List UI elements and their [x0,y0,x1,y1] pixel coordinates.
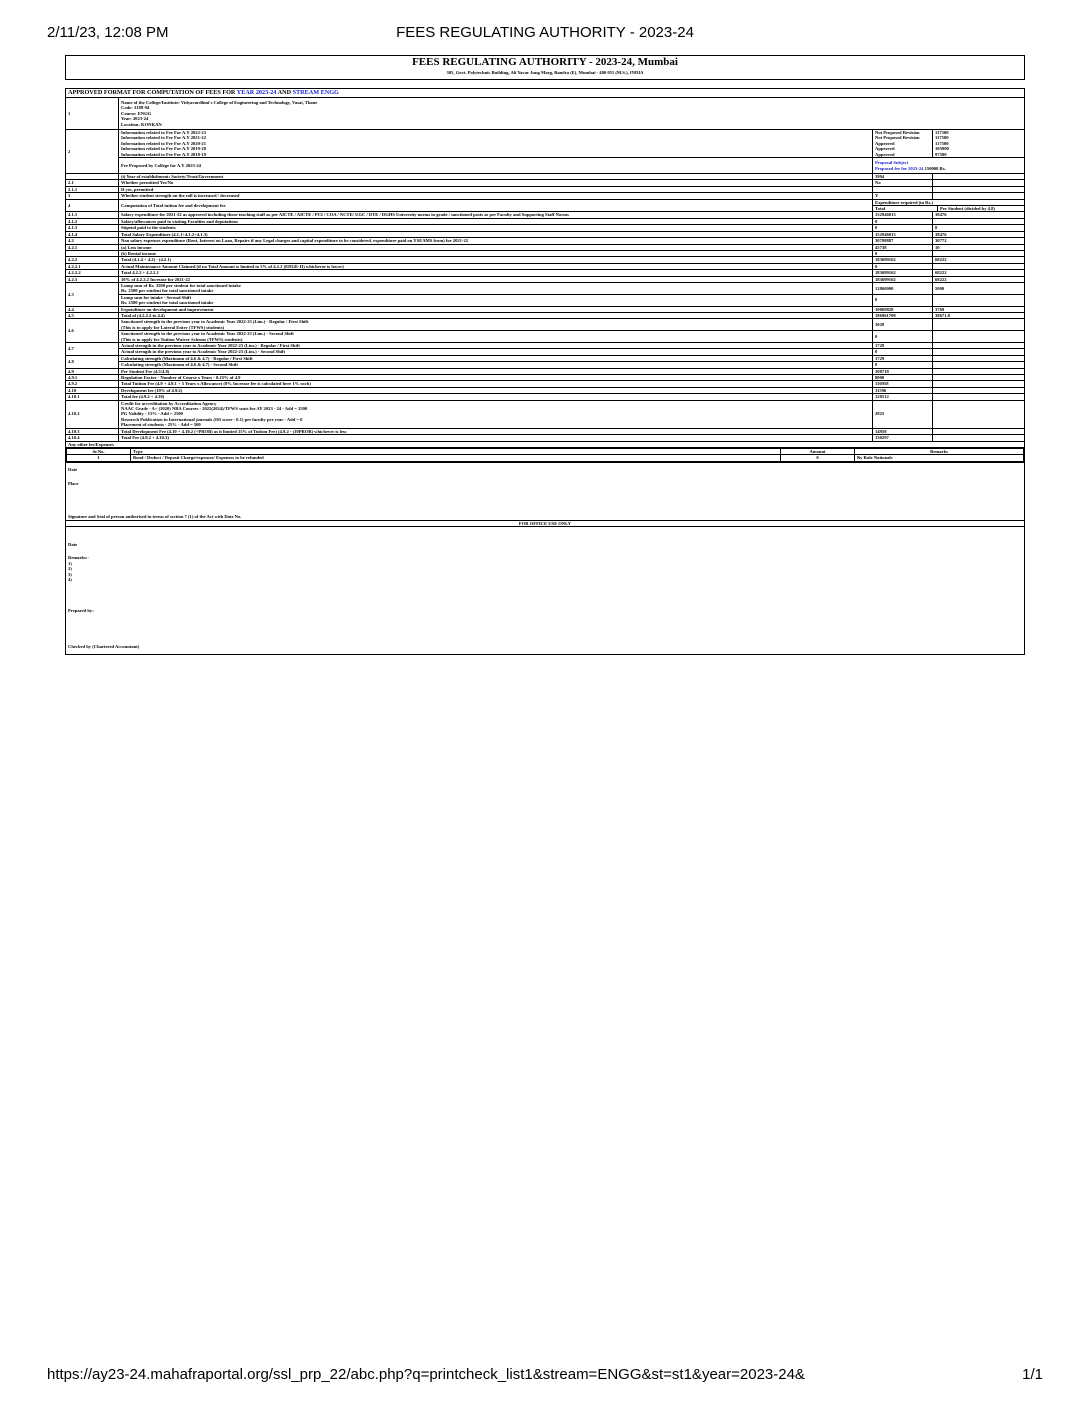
row-value-per-student: 68222 [933,257,1025,263]
row-sr: 4.2 [66,238,119,244]
row-value-per-student: 38476 [933,212,1025,218]
row-description: Total (4.1.4 + 4.2) - (4.2.1) [119,257,873,263]
row-sr: 4.5 [66,312,119,318]
fee-row [66,212,1025,218]
row-value-total: 1729 [873,343,933,349]
fee-row-extra [66,331,1025,343]
row-extra-value: 0 [873,294,933,306]
misc-remarks: By Rule Nationals [855,455,1024,461]
misc-table [66,448,1024,462]
sr-cell: 2 [66,130,119,174]
print-timestamp: 2/11/23, 12:08 PM [47,24,169,41]
proposed-fee-row [66,158,1025,174]
row-description: Total Fee (4.9.2 + 4.10.3) [119,435,873,441]
row-value-per-student: 3769 [933,306,1025,312]
office-area-row [66,527,1025,655]
row-description: Computation of Total tuition fee and development fee [119,199,873,212]
row-sr: 4.10.1 [66,394,119,400]
row-description: (i) Year of establishment: Society/Trust/Government [119,174,873,180]
row-sr: 4.10 [66,387,119,393]
row-sr: 4.10.4 [66,435,119,441]
format-stream: STREAM ENGG [292,89,339,96]
row-value-per-student-label: Per Student (divided by 4.8) [940,206,995,212]
fee-computation-table [65,88,1025,655]
row-value-per-student: 68222 [933,276,1025,282]
misc-header-srno: Sr.No. [67,448,131,454]
row-value-total: 1729 [873,355,933,361]
row-value-total: 108718 [873,368,933,374]
row-value-total: 0 [873,218,933,224]
institute-info-row [66,98,1025,130]
row-value-total: 30798887 [873,238,933,244]
sr-cell: 1 [66,98,119,130]
print-footer [47,1366,1043,1388]
row-sr: 4.9.1 [66,375,119,381]
misc-table-row [66,447,1025,462]
signature-label: Signature and Seal of person authorised in terms of section 7 (1) of the Act with Date No. [68,513,242,519]
misc-amount: 0 [781,455,855,461]
row-value-per-student [933,400,1025,428]
row-description: Whether permitted Yes/No [119,180,873,186]
fees-history-labels: Information related to Fee For A.Y 2022-23 Information related to Fee For A.Y 2021-22 Information related to Fee For A.Y 2020-21 Information related to Fee For A.Y 2019-20 Information related to Fee For A.Y 2018-19 [119,130,873,158]
row-sr: 4.2.2.2 [66,270,119,276]
row-extra-description: Sanctioned strength in the previous year to Academic Year 2022-23 (Lim.) - Second Shift (This is to apply for Tuition Waiver Scheme (TFWS) students) [119,331,873,343]
row-value-total: 183699162 [873,270,933,276]
prepared-by-label: Prepared by: [68,608,94,614]
row-value-total: 8000 [873,375,933,381]
row-description: If yes, permitted [119,186,873,192]
page-number: 1/1 [1022,1366,1043,1383]
row-value-per-student: 68222 [933,270,1025,276]
misc-header-amount: Amount [781,448,855,454]
row-sr: 4.4 [66,306,119,312]
row-value-total: 183699162 [873,276,933,282]
row-sr: 4.2.3 [66,276,119,282]
row-sr: 4.10.2 [66,400,119,428]
row-value-per-student: 38476 [933,231,1025,237]
row-description: Regulation Factor - Number of Course x Years - 0.25% of 4.9 [119,375,873,381]
row-value-total: 12860000 [873,282,933,294]
row-description: (b) Rental income [119,250,873,256]
row-value-total: 152946013 [873,212,933,218]
row-value-total: 128512 [873,394,933,400]
row-description: 10% of 4.2.2.2 Increase for 2021-22 [119,276,873,282]
proposed-fee-value: 150000 Rs. [924,165,946,171]
office-area: Date Remarks:- 1) 2) 3) 4) Prepared by: Checked by (Chartered Accountant) [66,527,1025,655]
row-value-total: 1994 [873,174,933,180]
row-description: Non salary expenses expenditure (Rent, Interest on Loan, Repairs if any Legal charges and capital expenditure to be considered, expenditure paid on YSEAMS from) for 2021-22 [119,238,873,244]
row-description: (a) Less income [119,244,873,250]
row-sr: 4.6 [66,319,119,343]
row-value-per-student: 5000 [933,282,1025,294]
fee-row [66,282,1025,294]
office-date-label: Date [68,542,78,547]
proposal-subject: Proposal Subject [875,160,909,166]
misc-type: Bond / Deduct / Deposit Charge/expenses/ Expenses to be refunded [131,455,781,461]
print-page-title: FEES REGULATING AUTHORITY - 2023-24 [396,24,694,41]
proposed-fee-label: Fee Proposed by College for A.Y 2023-24 [119,158,873,174]
fee-row [66,199,1025,212]
row-description: Credit for accreditation by Accreditation Agency NAAC Grade - A+ (2020) NBA Courses - 2022(2024)/TFWS seats for AY 2023 - 24 - Add = 2500 PG Validity - 15% - Add = 2500 Research Publication in International journals (ISI score - 0.1) per faculty per year - Add = 0 Placement of students - 25% - Add = 500 [119,400,873,428]
print-header [47,24,1043,46]
institute-info: Name of the College/Institute: Vidyavardhini's College of Engineering and Technology, Vasai, Thane Code: 3188-94 Course: ENGG Year: 2023-24 Location: KONKAN [119,98,1025,130]
row-value-group [873,199,1025,212]
row-description: Total fee (4.9.2 + 4.10) [119,394,873,400]
remarks-label: Remarks:- [68,555,89,561]
signature-area [66,462,1025,520]
print-url: https://ay23-24.mahafraportal.org/ssl_prp_22/abc.php?q=printcheck_list1&stream=ENGG&st=st1&year=2023-24& [47,1366,805,1383]
row-extra-value: 0 [873,362,933,368]
row-value-total: 45738 [873,244,933,250]
row-value-per-student: 38671.8 [933,312,1025,318]
row-value-per-student: 0 [933,225,1025,231]
row-description: Salary expenditure for 2021-22 as approved including those teaching staff as per AICTE / AICTE / PCI / COA / NCTE/ UGC / DTE / DGHS University norms in grade / sanctioned posts as per Faculty and Supporting Staff Norms [119,212,873,218]
row-sr: 2.1 [66,180,119,186]
misc-srno: 1 [67,455,131,461]
format-header-row [66,89,1025,98]
row-extra-value: 0 [873,349,933,355]
fees-history-values: 117500 117500 117500 105000 97500 [933,130,1025,158]
row-sr: 4.10.3 [66,428,119,434]
row-value-total: 152946013 [873,231,933,237]
misc-title: Any other fee/Expenses [66,441,1025,447]
row-sr: 4.7 [66,343,119,356]
row-description: Sanctioned strength in the previous year to Academic Year 2022-23 (Lim.) - Regular / First Shift (This is to apply for Lateral Entry (TFWS) students) [119,319,873,331]
signature-area-row [66,462,1025,520]
format-header: APPROVED FORMAT FOR COMPUTATION OF FEES FOR YEAR 2023-24 AND STREAM ENGG [66,89,1025,98]
row-description: Per Student Fee (4.5/4.8) [119,368,873,374]
proposed-fee-cell: Proposal Subject Proposed fee for 2023-24 150000 Rs. [873,158,1025,174]
row-value-total: 11596 [873,387,933,393]
row-value-total: 116958 [873,381,933,387]
row-sr: 2.1.1 [66,186,119,192]
misc-header-remarks: Remarks [855,448,1024,454]
office-use-label: FOR OFFICE USE ONLY [66,520,1025,526]
row-description: Total 4.2.2 + 4.2.2.1 [119,270,873,276]
row-extra-description: Actual strength in the previous year to Academic Year 2022-23 (Lim.) - Second Shift [119,349,873,355]
row-value-total: 3028 [873,319,933,331]
row-description: Whether student strength on the roll is increased / decreased [119,193,873,199]
row-description: Total Development Fee (4.10 + 4.10.2 (+PROB) as it limited 15% of Tuition Fee) (4.9.2 - (10PROB) whichever is less [119,428,873,434]
row-sr: 4.2.2 [66,257,119,263]
row-value-total: 0 [873,263,933,269]
row-value-total: No [873,180,933,186]
row-description: Lump sum of Rs. 3500 per student for total sanctioned intake Rs. 2500 per student for total sanctioned intake [119,282,873,294]
date-label: Date [68,467,78,473]
row-description: Total Tuition Fee (4.9 + 4.9.1 + 5 Years x Allowance) (8% Increase fee is calculated here 1% each) [119,381,873,387]
row-sr: 4.9 [66,368,119,374]
row-value-total: 130297 [873,435,933,441]
row-extra-value: 0 [873,331,933,343]
format-year: YEAR 2023-24 [236,89,277,96]
row-value-total: 186961708 [873,312,933,318]
row-sr: 4.1.1 [66,212,119,218]
fee-row [66,319,1025,331]
row-value-total: 0 [873,225,933,231]
row-value-per-student: 10 [933,244,1025,250]
row-sr: 4.2.2.1 [66,263,119,269]
document-title-box [65,55,1025,80]
row-sr: 4.9.2 [66,381,119,387]
row-value-total: 10069828 [873,306,933,312]
row-sr: 4 [66,199,119,212]
row-value-total-label: Total [873,206,938,211]
row-description: Actual Maintenance Amount Claimed (if no Total Amount is limited to 5% of 4.2.2 (EDGE-II) whichever is lower) [119,263,873,269]
row-description: Stipend paid to the students [119,225,873,231]
row-value-per-student [933,319,1025,331]
fees-history-row [66,130,1025,158]
row-value-total: Y [873,193,933,199]
row-extra-empty [933,294,1025,306]
row-sr: 3 [66,193,119,199]
row-value-total: 2825 [873,400,933,428]
row-sr: 4.3 [66,282,119,306]
row-extra-empty [933,331,1025,343]
row-sr: 4.8 [66,355,119,368]
place-label: Place [68,480,79,486]
row-description: Salary/allowances paid to visiting Faculties and deputations [119,218,873,224]
row-sr: 4.2.1 [66,244,119,250]
misc-header-type: Type [131,448,781,454]
row-description: Total Salary Expenditure (4.1.1+4.1.2+4.1.3) [119,231,873,237]
row-sr: 4.1.2 [66,218,119,224]
row-description: Actual strength in the previous year to Academic Year 2022-23 (Lim.) - Regular / First Shift [119,343,873,349]
row-value-per-student: 30772 [933,238,1025,244]
row-value-heading: Expenditure required (in Rs.) [873,200,1024,206]
row-sr: 4.1.3 [66,225,119,231]
document-address: 305, Govt. Polytechnic Building, Ali Yavar Jung Marg, Bandra (E), Mumbai - 400 051 (M.S.), INDIA [446,70,644,75]
row-sr: 4.1.4 [66,231,119,237]
fee-row [66,400,1025,428]
row-description: Calculating strength (Maximum of 4.6 & 4.7) - Regular / First Shift [119,355,873,361]
row-extra-description: Calculating strength (Maximum of 4.6 & 4.7) - Second Shift [119,362,873,368]
fee-row-extra [66,294,1025,306]
row-value-total: 0 [873,250,933,256]
document-title: FEES REGULATING AUTHORITY - 2023-24, Mumbai [412,56,678,68]
row-value-total: 183699162 [873,257,933,263]
row-description: Total of (4.2.2.2 to 4.4) [119,312,873,318]
fee-rows [66,174,1025,441]
row-value-total: 14958 [873,428,933,434]
row-extra-description: Lump sum for intake - Second Shift Rs. 2500 per student for total sanctioned intake [119,294,873,306]
fees-history-status: Not Proposed Revision Not Proposed Revision Approved Approved Approved [873,130,933,158]
row-description: Expenditure on development and improvement [119,306,873,312]
checked-by-label: Checked by (Chartered Accountant) [68,643,140,649]
row-description: Development fee (10% of 4.9.2) [119,387,873,393]
